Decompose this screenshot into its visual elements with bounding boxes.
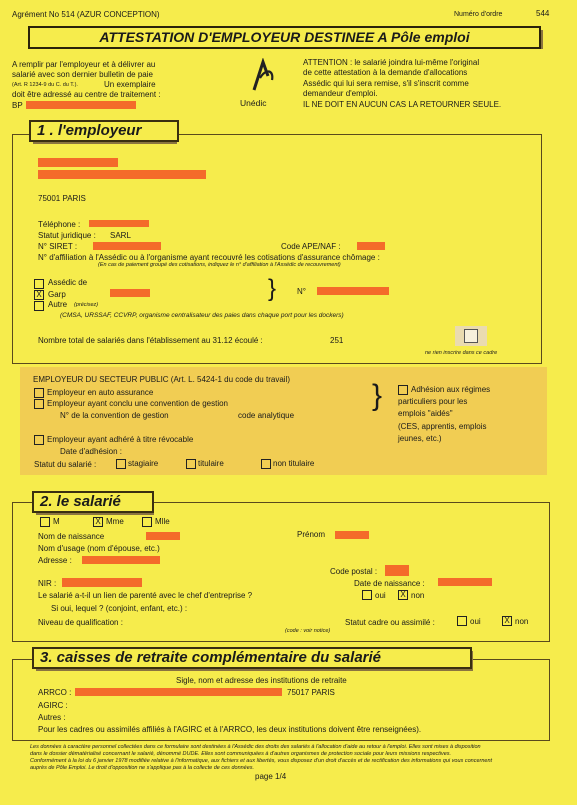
autre-checkbox[interactable] — [34, 301, 44, 311]
siret-label: N° SIRET : — [38, 242, 78, 251]
page-title: ATTESTATION D'EMPLOYEUR DESTINEE A Pôle emploi — [99, 29, 470, 45]
unedic-logo-icon — [248, 58, 278, 94]
mme-checkbox[interactable]: X — [93, 517, 103, 527]
intro-right-4: demandeur d'emploi. — [303, 89, 378, 98]
stagiaire-checkbox[interactable] — [116, 459, 126, 469]
agrement-text: Agrément No 514 (AZUR CONCEPTION) — [12, 10, 160, 19]
m-checkbox[interactable] — [40, 517, 50, 527]
statut-value: SARL — [110, 231, 131, 240]
autres-label: Autres : — [38, 713, 66, 722]
garp-checkbox[interactable]: X — [34, 290, 44, 300]
intro-left-2: salarié avec son dernier bulletin de paie — [12, 70, 153, 79]
titulaire-label: titulaire — [198, 459, 224, 468]
mme-label: Mme — [106, 517, 124, 526]
redacted-naissance — [438, 578, 492, 586]
redacted-address — [26, 101, 136, 109]
statut-label: Statut juridique : — [38, 231, 96, 240]
ape-label: Code APE/NAF : — [281, 242, 341, 251]
legal-line-1: Les données à caractère personnel collectées dans ce formulaire sont destinées à l'Assédic des droits des salariés à l'allocation d'aide au retour à l'emploi. Elles sont mises à disposition — [30, 744, 481, 750]
section3-title: 3. caisses de retraite complémentaire du salarié — [32, 647, 472, 669]
aides-line3: emplois "aidés" — [398, 409, 453, 418]
convention-checkbox[interactable] — [34, 399, 44, 409]
cadre-non-label: non — [515, 617, 529, 626]
employer-city: 75001 PARIS — [38, 194, 86, 203]
qualif-label: Niveau de qualification : — [38, 618, 123, 627]
cadre-oui-label: oui — [470, 617, 481, 626]
redacted-cp — [385, 565, 409, 576]
numero-value: 544 — [536, 9, 550, 18]
brace-icon: } — [268, 275, 277, 302]
legal-line-2: dans le dossier dématérialisé concernant le salarié, dénommé DUDE. Elles sont communiquées à d'autres organismes de protection sociale pour leurs missions respectives. — [30, 751, 452, 757]
retraite-note: Pour les cadres ou assimilés affiliés à l'AGIRC et à l'ARRCO, les deux institutions doivent être renseignées). — [38, 725, 422, 734]
cp-label: Code postal : — [330, 567, 378, 576]
aides-line5: jeunes, etc.) — [398, 434, 442, 443]
effectif-value: 251 — [330, 336, 344, 345]
redacted-ape — [357, 242, 385, 250]
statut-salarie-label: Statut du salarié : — [34, 460, 97, 469]
reserved-note: ne rien inscrire dans ce cadre — [425, 350, 498, 356]
aides-checkbox[interactable] — [398, 385, 408, 395]
mlle-label: Mlle — [155, 517, 170, 526]
reserved-box — [455, 326, 487, 346]
retraite-subtitle: Sigle, nom et adresse des institutions de retraite — [176, 676, 347, 685]
parente-non-checkbox[interactable]: X — [398, 590, 408, 600]
auto-assurance-checkbox[interactable] — [34, 388, 44, 398]
public-brace-icon: } — [372, 379, 383, 412]
code-analytique-label: code analytique — [238, 411, 295, 420]
arrco-label: ARRCO : — [38, 688, 72, 697]
aides-line2: particuliers pour les — [398, 397, 468, 406]
affiliation-label: N° d'affiliation à l'Assédic ou à l'organisme ayant recouvré les cotisations d'assurance chômage : — [38, 253, 380, 262]
convention-num-label: N° de la convention de gestion — [60, 411, 169, 420]
intro-right-1: ATTENTION : le salarié joindra lui-même l'original — [303, 58, 480, 67]
mlle-checkbox[interactable] — [142, 517, 152, 527]
garp-label: Garp — [48, 290, 66, 299]
legal-line-4: auprès de Pôle Emploi. Le droit d'opposition ne s'applique pas à la collecte de ces données. — [30, 765, 255, 771]
parente-non-label: non — [411, 591, 425, 600]
page-number: page 1/4 — [255, 772, 287, 781]
autre-label: Autre — [48, 300, 68, 309]
intro-left-4: doit être adressé au centre de traitement : — [12, 90, 161, 99]
redacted-nom — [146, 532, 180, 540]
nir-label: NIR : — [38, 579, 57, 588]
redacted-prenom — [335, 531, 369, 539]
redacted-arrco — [75, 688, 282, 696]
assedic-checkbox[interactable] — [34, 279, 44, 289]
num-label: N° — [297, 287, 306, 296]
arrco-city: 75017 PARIS — [287, 688, 335, 697]
redacted-telephone — [89, 220, 149, 227]
auto-assurance-label: Employeur en auto assurance — [47, 388, 154, 397]
non-titulaire-label: non titulaire — [273, 459, 315, 468]
aides-line1: Adhésion aux régimes — [411, 385, 491, 394]
numero-label: Numéro d'ordre — [454, 11, 503, 18]
intro-right-5: IL NE DOIT EN AUCUN CAS LA RETOURNER SEULE. — [303, 100, 502, 109]
prenom-label: Prénom — [297, 530, 326, 539]
title-box — [28, 26, 541, 49]
redacted-adresse — [82, 556, 160, 564]
redacted-nir — [62, 578, 142, 587]
agirc-label: AGIRC : — [38, 701, 68, 710]
intro-right-3: Assédic qui lui sera remise, s'il s'inscrit comme — [303, 79, 469, 88]
affiliation-note: (En cas de paiement groupé des cotisations, indiquez le n° d'affiliation à l'Assédic de recouvrement) — [98, 262, 341, 268]
public-title: EMPLOYEUR DU SECTEUR PUBLIC (Art. L. 5424-1 du code du travail) — [33, 375, 290, 384]
precisez-label: (précisez) — [74, 302, 99, 308]
redacted-garp — [110, 289, 150, 297]
redacted-street — [38, 170, 206, 179]
redacted-number — [317, 287, 389, 295]
intro-right-2: de cette attestation à la demande d'allocations — [303, 68, 468, 77]
intro-left-1: A remplir par l'employeur et à délivrer au — [12, 60, 156, 69]
revocable-checkbox[interactable] — [34, 435, 44, 445]
naissance-label: Date de naissance : — [354, 579, 425, 588]
voir-notice: (code : voir notice) — [285, 628, 331, 634]
redacted-siret — [93, 242, 161, 250]
cadre-non-checkbox[interactable]: X — [502, 616, 512, 626]
section2-title: 2. le salarié — [32, 491, 154, 513]
date-adhesion-label: Date d'adhésion : — [60, 447, 123, 456]
parente-oui-label: oui — [375, 591, 386, 600]
legal-line-3: Conformément à la loi du 6 janvier 1978 modifiée relative à l'informatique, aux fichiers et aux libertés, vous disposez d'un droit d'accès et de rectification des informations qui vous concernent — [30, 758, 493, 764]
unedic-logo-text: Unédic — [240, 98, 267, 108]
m-label: M — [53, 517, 60, 526]
convention-label: Employeur ayant conclu une convention de gestion — [47, 399, 229, 408]
cadre-label: Statut cadre ou assimilé : — [345, 618, 435, 627]
lequel-label: Si oui, lequel ? (conjoint, enfant, etc.) : — [51, 604, 188, 613]
titulaire-checkbox[interactable] — [186, 459, 196, 469]
assedic-label: Assédic de — [48, 278, 88, 287]
cadre-oui-checkbox[interactable] — [457, 616, 467, 626]
intro-left-5: BP — [12, 101, 23, 110]
non-titulaire-checkbox[interactable] — [261, 459, 271, 469]
parente-label: Le salarié a-t-il un lien de parenté avec le chef d'entreprise ? — [38, 591, 253, 600]
intro-left-3b: Un exemplaire — [104, 80, 156, 89]
stagiaire-label: stagiaire — [128, 459, 159, 468]
redacted-name — [38, 158, 118, 167]
adresse-label: Adresse : — [38, 556, 72, 565]
nom-label: Nom de naissance — [38, 532, 105, 541]
aides-line4: (CES, apprentis, emplois — [398, 422, 487, 431]
intro-left-3: (Art. R 1234-9 du C. du T.). — [12, 82, 78, 88]
usage-label: Nom d'usage (nom d'épouse, etc.) — [38, 544, 160, 553]
effectif-label: Nombre total de salariés dans l'établissement au 31.12 écoulé : — [38, 336, 263, 345]
revocable-label: Employeur ayant adhéré à titre révocable — [47, 435, 194, 444]
parente-oui-checkbox[interactable] — [362, 590, 372, 600]
section1-title: 1 . l'employeur — [29, 120, 179, 142]
orgs-note: (CMSA, URSSAF, CCVRP, organisme centralisateur des paies dans chaque port pour les dockers) — [60, 312, 344, 319]
telephone-label: Téléphone : — [38, 220, 81, 229]
